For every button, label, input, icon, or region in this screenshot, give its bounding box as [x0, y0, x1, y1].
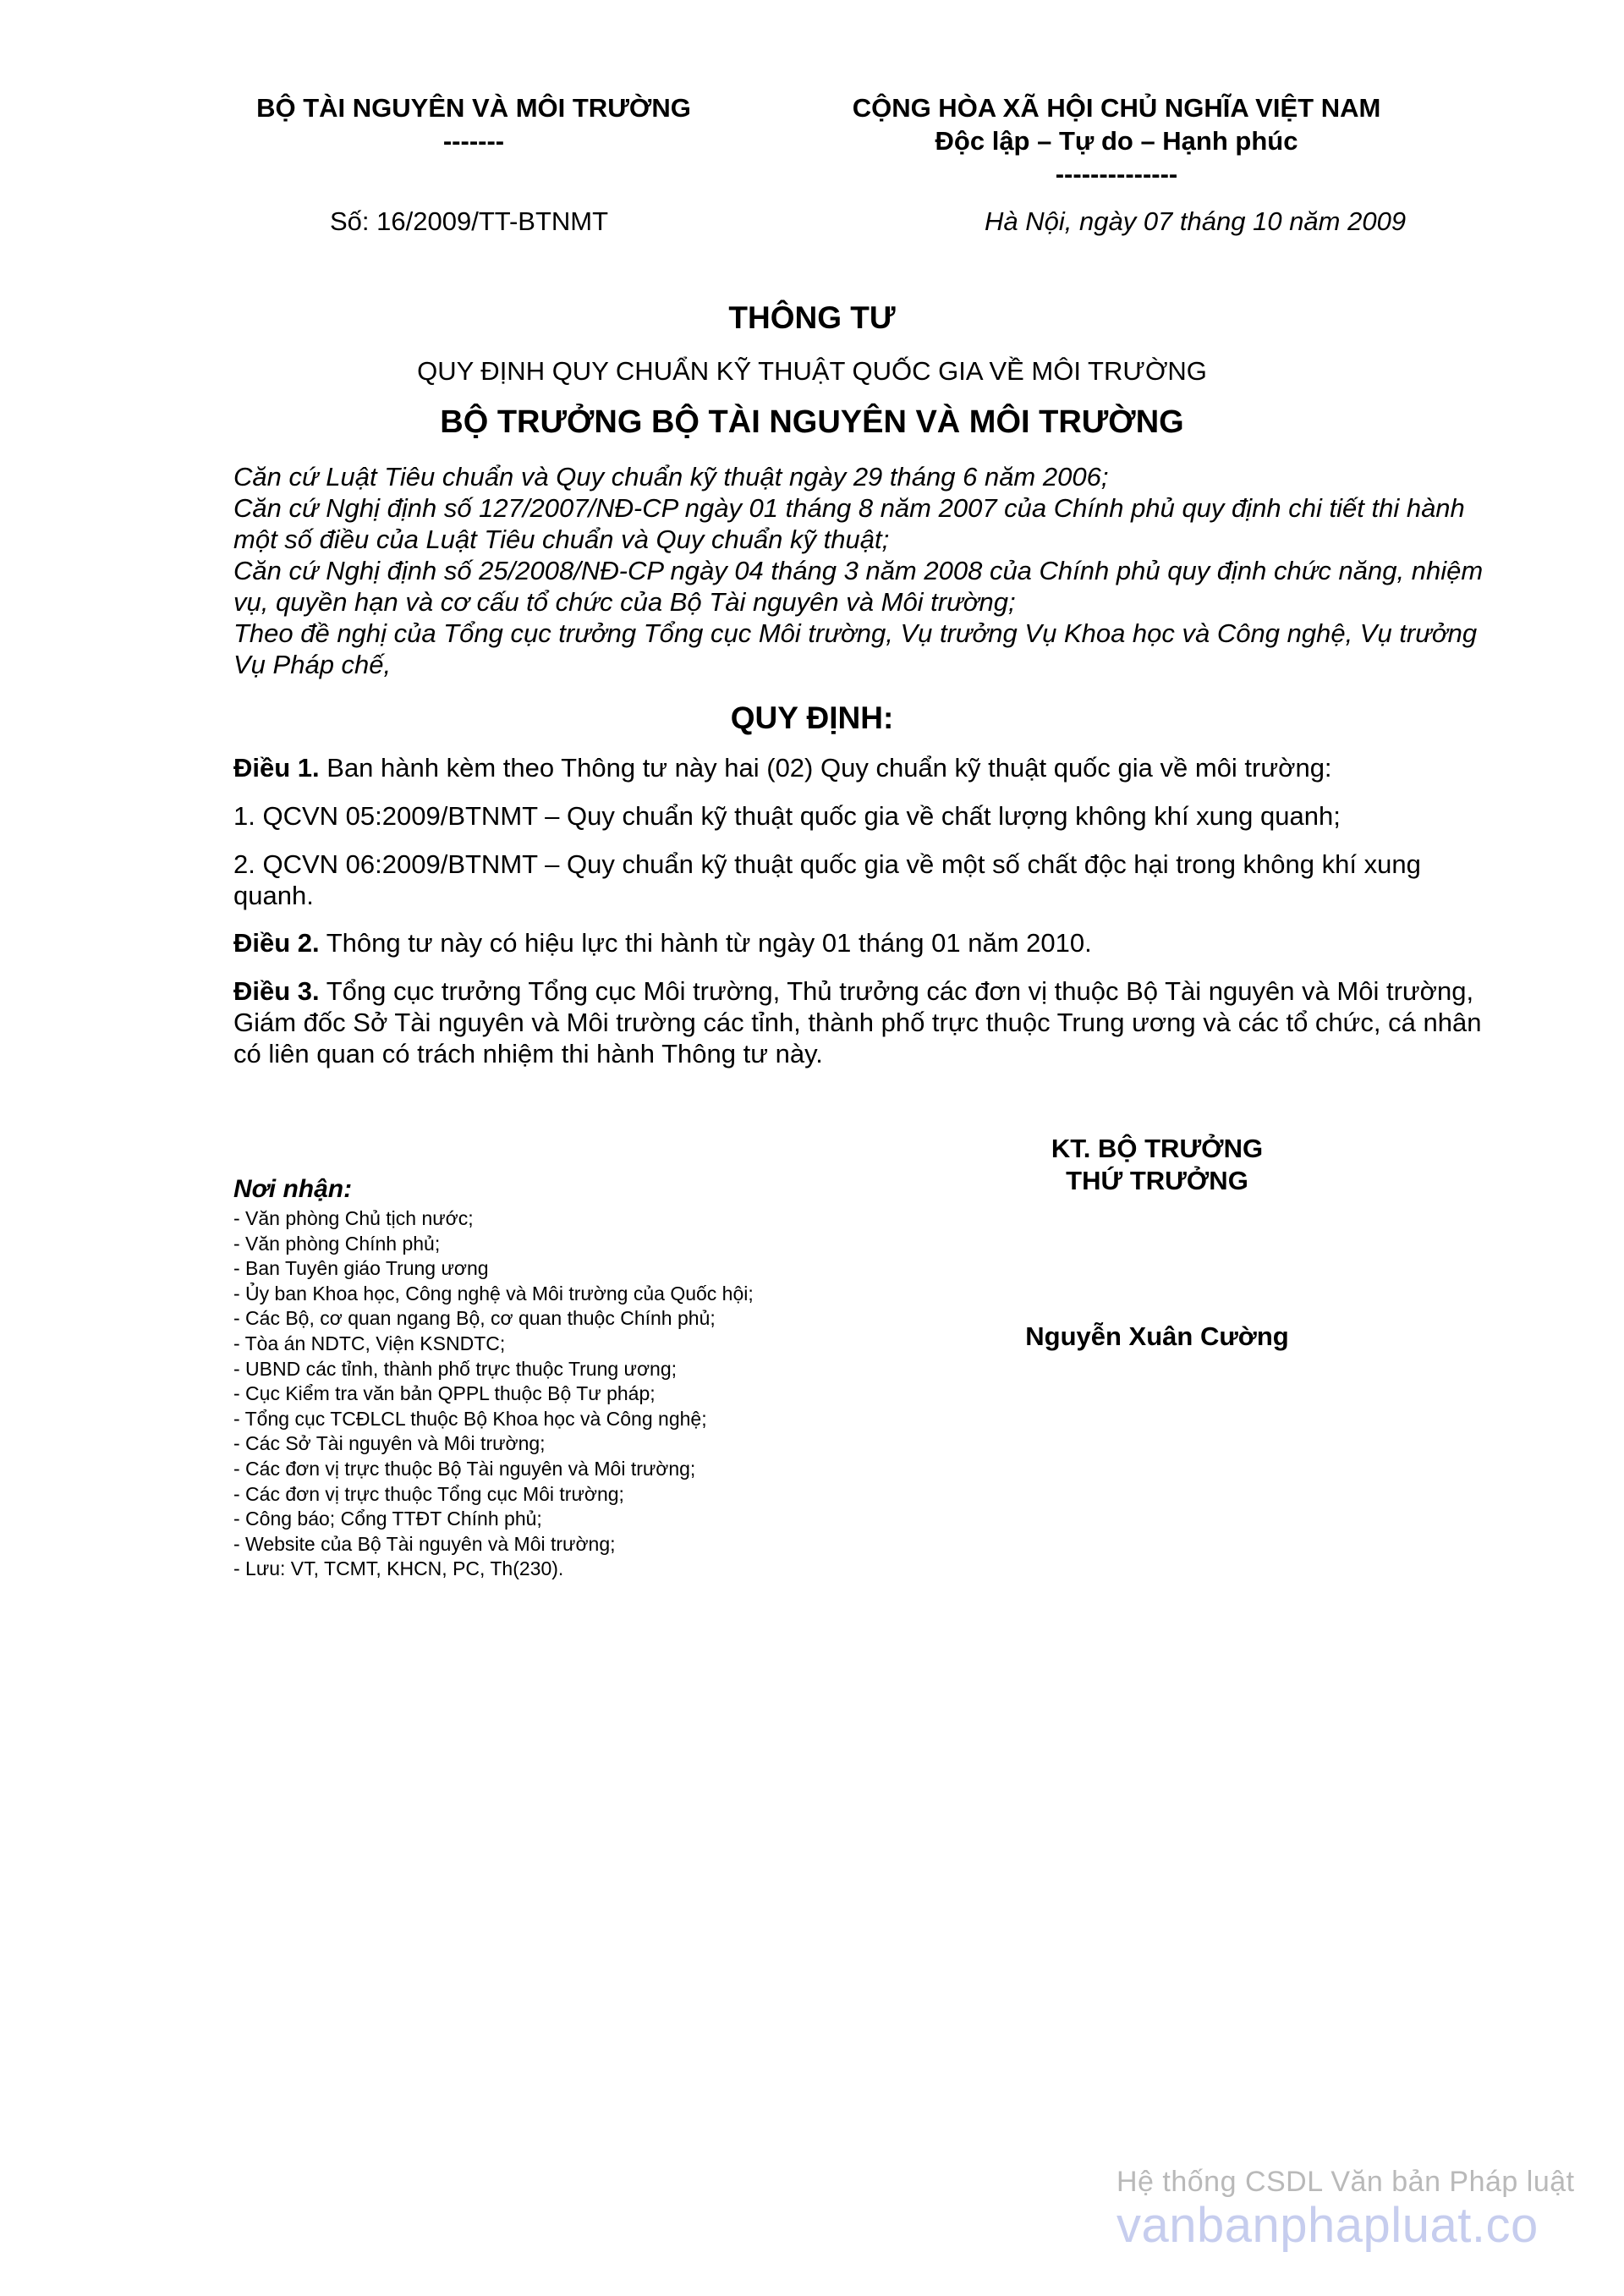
issuing-agency-block	[203, 91, 744, 157]
list-item: - Ủy ban Khoa học, Công nghệ và Môi trường của Quốc hội;	[233, 1282, 754, 1305]
place-and-date: Hà Nội, ngày 07 tháng 10 năm 2009	[985, 206, 1407, 236]
list-item: - Các Bộ, cơ quan ngang Bộ, cơ quan thuộc Chính phủ;	[233, 1307, 716, 1330]
article-3-label: Điều 3.	[233, 976, 320, 1006]
document-title: THÔNG TƯ	[728, 300, 896, 335]
signer-name: Nguyễn Xuân Cường	[1025, 1321, 1289, 1351]
list-item: - Tổng cục TCĐLCL thuộc Bộ Khoa học và Công nghệ;	[233, 1407, 707, 1430]
list-item: - Các đơn vị trực thuộc Tổng cục Môi trường;	[233, 1482, 624, 1505]
article-3-text: Tổng cục trưởng Tổng cục Môi trường, Thủ trưởng các đơn vị thuộc Bộ Tài nguyên và Môi trường, Giám đốc Sở Tài nguyên và Môi trường các tỉnh, thành phố trực thuộc Trung ương và các tổ chức, cá nhân có liên quan có trách nhiệm thi hành Thông tư này.	[233, 976, 1482, 1068]
list-item: - Ban Tuyên giáo Trung ương	[233, 1257, 489, 1280]
recipients-list	[233, 1206, 754, 1582]
preamble-line: Căn cứ Luật Tiêu chuẩn và Quy chuẩn kỹ thuật ngày 29 tháng 6 năm 2006;	[233, 462, 1109, 492]
preamble-line: Căn cứ Nghị định số 127/2007/NĐ-CP ngày 01 tháng 8 năm 2007 của Chính phủ quy định chi tiết thi hành một số điều của Luật Tiêu chuẩn và Quy chuẩn kỹ thuật;	[233, 493, 1465, 554]
decides-heading: QUY ĐỊNH:	[730, 700, 894, 735]
national-motto: Độc lập – Tự do – Hạnh phúc	[935, 126, 1298, 156]
list-item: - Tòa án NDTC, Viện KSNDTC;	[233, 1332, 506, 1354]
watermark	[1116, 2166, 1590, 2253]
article-1-item-2-text: 2. QCVN 06:2009/BTNMT – Quy chuẩn kỹ thuật quốc gia về một số chất độc hại trong không khí xung quanh.	[233, 849, 1421, 910]
document-subtitle: QUY ĐỊNH QUY CHUẨN KỸ THUẬT QUỐC GIA VỀ MÔI TRƯỜNG	[417, 356, 1207, 386]
watermark-site: vanbanphapluat.co	[1116, 2198, 1539, 2253]
preamble-line: Căn cứ Nghị định số 25/2008/NĐ-CP ngày 04 tháng 3 năm 2008 của Chính phủ quy định chức năng, nhiệm vụ, quyền hạn và cơ cấu tổ chức của Bộ Tài nguyên và Môi trường;	[233, 556, 1484, 617]
list-item: - Các đơn vị trực thuộc Bộ Tài nguyên và Môi trường;	[233, 1457, 696, 1480]
list-item: - Cục Kiểm tra văn bản QPPL thuộc Bộ Tư pháp;	[233, 1382, 656, 1405]
article-2-label: Điều 2.	[233, 928, 320, 958]
issuing-agency-rule: -------	[442, 126, 505, 156]
national-title-block	[761, 91, 1472, 190]
list-item: - Website của Bộ Tài nguyên và Môi trường;	[233, 1532, 616, 1555]
national-title: CỘNG HÒA XÃ HỘI CHỦ NGHĨA VIỆT NAM	[852, 93, 1381, 123]
article-1	[233, 752, 1485, 783]
list-item: - UBND các tỉnh, thành phố trực thuộc Trung ương;	[233, 1357, 678, 1380]
article-1-text: Ban hành kèm theo Thông tư này hai (02) Quy chuẩn kỹ thuật quốc gia về môi trường:	[319, 753, 1332, 783]
list-item: - Công báo; Cổng TTĐT Chính phủ;	[233, 1508, 542, 1530]
watermark-caption: Hệ thống CSDL Văn bản Pháp luật	[1116, 2166, 1575, 2198]
article-3	[233, 975, 1485, 1069]
national-motto-rule: --------------	[1055, 159, 1178, 189]
preamble	[233, 461, 1485, 680]
list-item: - Văn phòng Chủ tịch nước;	[233, 1207, 474, 1229]
preamble-line: Theo đề nghị của Tổng cục trưởng Tổng cục Môi trường, Vụ trưởng Vụ Khoa học và Công nghệ, Vụ trưởng Vụ Pháp chế,	[233, 618, 1478, 679]
article-1-item-1	[233, 800, 1485, 832]
article-1-item-1-text: 1. QCVN 05:2009/BTNMT – Quy chuẩn kỹ thuật quốc gia về chất lượng không khí xung quanh;	[233, 801, 1341, 831]
article-1-item-2	[233, 849, 1485, 911]
article-2	[233, 927, 1485, 958]
signature-line-1: KT. BỘ TRƯỞNG	[1051, 1134, 1264, 1163]
list-item: - Văn phòng Chính phủ;	[233, 1232, 441, 1255]
list-item: - Các Sở Tài nguyên và Môi trường;	[233, 1432, 546, 1455]
signature-line-2: THỨ TRƯỞNG	[1066, 1166, 1248, 1195]
article-2-text: Thông tư này có hiệu lực thi hành từ ngày 01 tháng 01 năm 2010.	[319, 928, 1092, 958]
issuing-authority: BỘ TRƯỞNG BỘ TÀI NGUYÊN VÀ MÔI TRƯỜNG	[440, 404, 1184, 440]
article-1-label: Điều 1.	[233, 753, 320, 783]
issuing-agency: BỘ TÀI NGUYÊN VÀ MÔI TRƯỜNG	[256, 93, 691, 123]
signature-block	[988, 1133, 1326, 1197]
list-item: - Lưu: VT, TCMT, KHCN, PC, Th(230).	[233, 1557, 564, 1580]
recipients-title: Nơi nhận:	[233, 1175, 353, 1203]
document-number: Số: 16/2009/TT-BTNMT	[330, 206, 609, 236]
